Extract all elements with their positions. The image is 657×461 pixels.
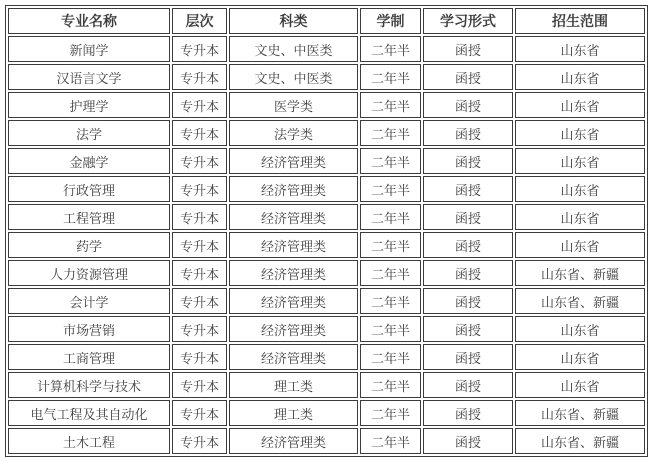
table-cell: 专升本 <box>172 92 227 118</box>
table-cell: 文史、中医类 <box>229 64 358 90</box>
table-cell: 山东省 <box>515 148 645 174</box>
table-cell: 经济管理类 <box>229 260 358 286</box>
table-cell: 函授 <box>423 204 513 230</box>
table-cell: 二年半 <box>360 36 421 62</box>
column-header-1: 层次 <box>172 8 227 34</box>
table-cell: 专升本 <box>172 36 227 62</box>
table-cell: 法学 <box>8 120 170 146</box>
table-cell: 专升本 <box>172 232 227 258</box>
table-cell: 函授 <box>423 120 513 146</box>
table-cell: 专升本 <box>172 288 227 314</box>
table-cell: 人力资源管理 <box>8 260 170 286</box>
table-cell: 山东省、新疆 <box>515 260 645 286</box>
table-cell: 经济管理类 <box>229 344 358 370</box>
table-cell: 函授 <box>423 316 513 342</box>
table-cell: 工商管理 <box>8 344 170 370</box>
table-cell: 二年半 <box>360 232 421 258</box>
table-cell: 山东省、新疆 <box>515 400 645 426</box>
table-cell: 经济管理类 <box>229 176 358 202</box>
table-cell: 山东省、新疆 <box>515 288 645 314</box>
table-cell: 专升本 <box>172 204 227 230</box>
table-cell: 医学类 <box>229 92 358 118</box>
table-cell: 函授 <box>423 64 513 90</box>
table-row <box>8 316 645 342</box>
enrollment-table <box>5 5 648 457</box>
table-cell: 二年半 <box>360 92 421 118</box>
table-cell: 专升本 <box>172 176 227 202</box>
column-header-0: 专业名称 <box>8 8 170 34</box>
table-cell: 文史、中医类 <box>229 36 358 62</box>
table-cell: 函授 <box>423 344 513 370</box>
table-row <box>8 372 645 398</box>
table-cell: 二年半 <box>360 400 421 426</box>
table-cell: 函授 <box>423 176 513 202</box>
table-row <box>8 64 645 90</box>
table-cell: 电气工程及其自动化 <box>8 400 170 426</box>
table-cell: 二年半 <box>360 64 421 90</box>
table-cell: 二年半 <box>360 344 421 370</box>
table-cell: 专升本 <box>172 148 227 174</box>
table-cell: 汉语言文学 <box>8 64 170 90</box>
table-cell: 函授 <box>423 400 513 426</box>
table-cell: 市场营销 <box>8 316 170 342</box>
table-cell: 山东省 <box>515 36 645 62</box>
table-cell: 理工类 <box>229 400 358 426</box>
table-cell: 函授 <box>423 148 513 174</box>
table-cell: 经济管理类 <box>229 428 358 454</box>
table-cell: 二年半 <box>360 204 421 230</box>
table-cell: 行政管理 <box>8 176 170 202</box>
table-cell: 药学 <box>8 232 170 258</box>
table-cell: 山东省、新疆 <box>515 428 645 454</box>
table-row <box>8 288 645 314</box>
table-row <box>8 120 645 146</box>
table-cell: 土木工程 <box>8 428 170 454</box>
column-header-5: 招生范围 <box>515 8 645 34</box>
table-cell: 二年半 <box>360 288 421 314</box>
table-row <box>8 148 645 174</box>
column-header-3: 学制 <box>360 8 421 34</box>
table-row <box>8 232 645 258</box>
table-cell: 经济管理类 <box>229 288 358 314</box>
table-cell: 函授 <box>423 288 513 314</box>
table-cell: 二年半 <box>360 120 421 146</box>
table-row <box>8 400 645 426</box>
table-cell: 经济管理类 <box>229 316 358 342</box>
table-cell: 专升本 <box>172 316 227 342</box>
header-row <box>8 8 645 34</box>
table-cell: 经济管理类 <box>229 204 358 230</box>
table-cell: 函授 <box>423 232 513 258</box>
table-cell: 专升本 <box>172 372 227 398</box>
table-cell: 函授 <box>423 260 513 286</box>
table-cell: 山东省 <box>515 372 645 398</box>
table-cell: 专升本 <box>172 120 227 146</box>
table-cell: 经济管理类 <box>229 148 358 174</box>
table-cell: 山东省 <box>515 232 645 258</box>
table-row <box>8 204 645 230</box>
table-cell: 金融学 <box>8 148 170 174</box>
table-cell: 山东省 <box>515 204 645 230</box>
table-cell: 二年半 <box>360 176 421 202</box>
table-cell: 二年半 <box>360 148 421 174</box>
table-row <box>8 260 645 286</box>
table-cell: 山东省 <box>515 64 645 90</box>
table-cell: 工程管理 <box>8 204 170 230</box>
table-cell: 法学类 <box>229 120 358 146</box>
table-cell: 二年半 <box>360 428 421 454</box>
table-cell: 理工类 <box>229 372 358 398</box>
table-cell: 函授 <box>423 428 513 454</box>
table-row <box>8 36 645 62</box>
table-row <box>8 176 645 202</box>
table-cell: 经济管理类 <box>229 232 358 258</box>
table-cell: 会计学 <box>8 288 170 314</box>
table-cell: 专升本 <box>172 400 227 426</box>
table-head <box>8 8 645 34</box>
table-cell: 山东省 <box>515 176 645 202</box>
table-cell: 函授 <box>423 92 513 118</box>
table-cell: 二年半 <box>360 372 421 398</box>
table-cell: 计算机科学与技术 <box>8 372 170 398</box>
table-cell: 专升本 <box>172 64 227 90</box>
table-cell: 二年半 <box>360 260 421 286</box>
column-header-2: 科类 <box>229 8 358 34</box>
table-cell: 专升本 <box>172 260 227 286</box>
table-cell: 二年半 <box>360 316 421 342</box>
table-row <box>8 92 645 118</box>
table-body <box>8 36 645 454</box>
table-cell: 护理学 <box>8 92 170 118</box>
table-cell: 山东省 <box>515 92 645 118</box>
table-cell: 山东省 <box>515 316 645 342</box>
table-cell: 山东省 <box>515 120 645 146</box>
table-cell: 函授 <box>423 372 513 398</box>
table-cell: 新闻学 <box>8 36 170 62</box>
table-row <box>8 428 645 454</box>
table-row <box>8 344 645 370</box>
column-header-4: 学习形式 <box>423 8 513 34</box>
table-cell: 山东省 <box>515 344 645 370</box>
table-cell: 专升本 <box>172 344 227 370</box>
table-cell: 专升本 <box>172 428 227 454</box>
table-cell: 函授 <box>423 36 513 62</box>
